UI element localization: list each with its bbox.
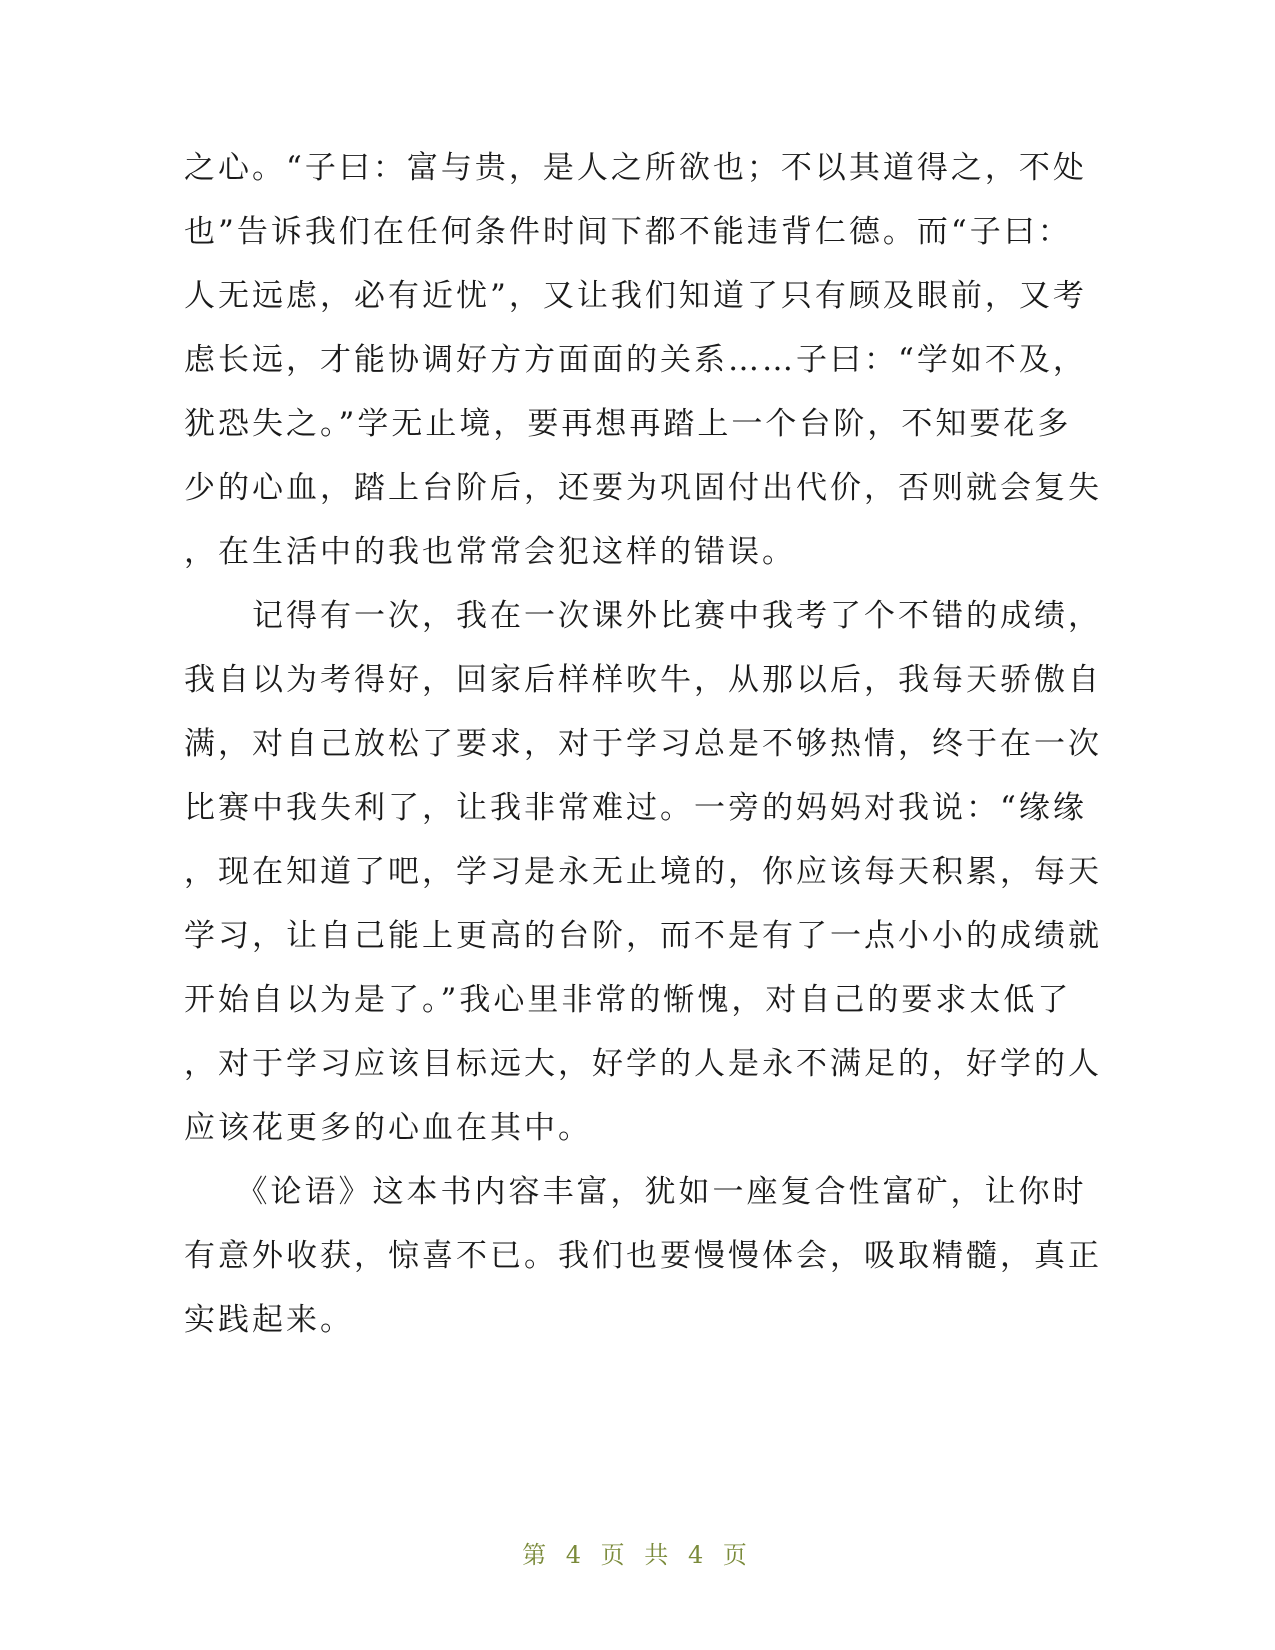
text-line: 比赛中我失利了，让我非常难过。一旁的妈妈对我说：“缘缘 [184, 790, 1087, 826]
text-line: ，在生活中的我也常常会犯这样的错误。 [184, 534, 796, 570]
text-line: 学习，让自己能上更高的台阶，而不是有了一点小小的成绩就 [184, 918, 1102, 954]
text-line: 也”告诉我们在任何条件时间下都不能违背仁德。而“子曰： [184, 214, 1072, 250]
text-line: 人无远虑，必有近忧”，又让我们知道了只有顾及眼前，又考 [184, 278, 1087, 314]
text-line: 虑长远，才能协调好方方面面的关系……子曰：“学如不及， [184, 342, 1087, 378]
text-line: ，现在知道了吧，学习是永无止境的，你应该每天积累，每天 [184, 854, 1102, 890]
body-text [184, 136, 1102, 1352]
text-line: 满，对自己放松了要求，对于学习总是不够热情，终于在一次 [184, 726, 1102, 762]
text-line: 记得有一次，我在一次课外比赛中我考了个不错的成绩， [184, 598, 1102, 634]
page-footer: 第 4 页 共 4 页 [522, 1541, 753, 1569]
text-line: ，对于学习应该目标远大，好学的人是永不满足的，好学的人 [184, 1046, 1102, 1082]
text-line: 少的心血，踏上台阶后，还要为巩固付出代价，否则就会复失 [184, 470, 1102, 506]
text-line: 《论语》这本书内容丰富，犹如一座复合性富矿，让你时 [184, 1174, 1087, 1210]
text-line: 应该花更多的心血在其中。 [184, 1110, 592, 1146]
text-line: 有意外收获，惊喜不已。我们也要慢慢体会，吸取精髓，真正 [184, 1238, 1102, 1274]
text-line: 实践起来。 [184, 1302, 354, 1338]
text-line: 我自以为考得好，回家后样样吹牛，从那以后，我每天骄傲自 [184, 662, 1102, 698]
text-line: 开始自以为是了。”我心里非常的惭愧，对自己的要求太低了 [184, 982, 1072, 1018]
text-line: 之心。“子曰：富与贵，是人之所欲也；不以其道得之，不处 [184, 150, 1087, 186]
text-line: 犹恐失之。”学无止境，要再想再踏上一个台阶，不知要花多 [184, 406, 1072, 442]
